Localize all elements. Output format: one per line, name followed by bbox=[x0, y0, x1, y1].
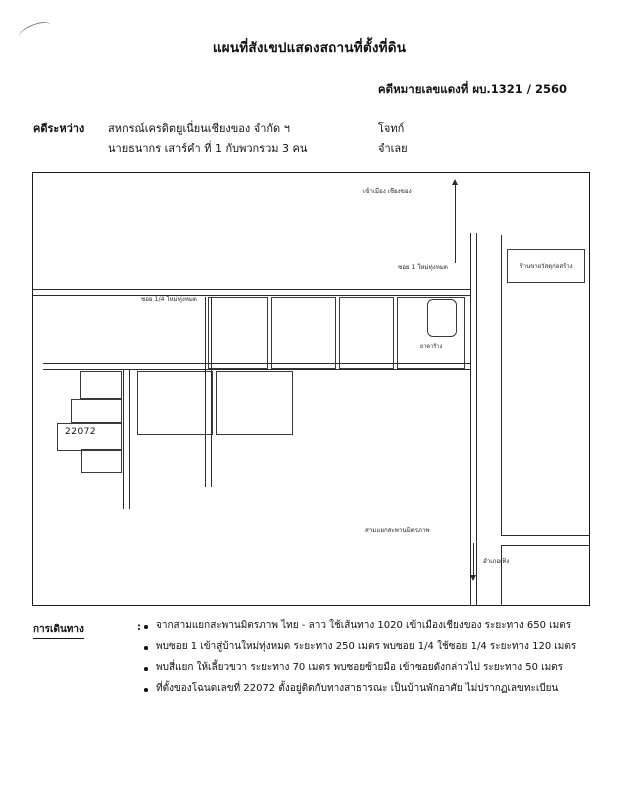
parcel-mid-1 bbox=[137, 371, 213, 435]
parcel-22072-north bbox=[80, 371, 122, 399]
map-label-abandoned-building: ยาคาร้าง bbox=[420, 344, 443, 350]
sketch-map bbox=[32, 172, 590, 606]
road-vertical-east-outer bbox=[589, 235, 590, 535]
list-item: ที่ตั้งของโฉนดเลขที่ 22072 ตั้งอยู่ติดกับทางสาธารณะ เป็นบ้านพักอาศัย ไม่ปรากฏเลขทะเบียน bbox=[143, 683, 593, 696]
case-number: คดีหมายเลขแดงที่ ผบ.1321 / 2560 bbox=[377, 82, 567, 96]
map-label-soi-1: ซอย 1 ใหม่ทุ่งหมด bbox=[398, 264, 448, 271]
parcel-upper-2 bbox=[271, 297, 336, 369]
parcel-upper-1 bbox=[208, 297, 268, 369]
soi-1-road-south-edge bbox=[33, 295, 470, 296]
road-vertical-east-lower bbox=[501, 545, 502, 605]
travel-label: การเดินทาง bbox=[33, 622, 84, 639]
parcel-upper-3 bbox=[339, 297, 394, 369]
road-east-bottom-connector bbox=[501, 535, 590, 536]
map-label-friendship-bridge-junction: สามแยกสะพานมิตรภาพ bbox=[365, 527, 430, 534]
map-canvas bbox=[33, 173, 589, 605]
travel-directions bbox=[33, 620, 593, 704]
parcel-22072-middle bbox=[71, 399, 122, 423]
soi-1-road-north-edge bbox=[33, 289, 470, 290]
plaintiff-role: โจทก์ bbox=[378, 122, 405, 135]
parties-label: คดีระหว่าง bbox=[33, 122, 85, 135]
road-vertical-inner-left bbox=[123, 369, 124, 509]
defendant-name: นายธนากร เสาร์คำ ที่ 1 กับพวกรวม 3 คน bbox=[108, 142, 308, 155]
list-item: พบซอย 1 เข้าสู่บ้านใหม่ทุ่งหมด ระยะทาง 250 เมตร พบซอย 1/4 ใช้ซอย 1/4 ระยะทาง 120 เมตร bbox=[143, 641, 593, 654]
parties-block bbox=[33, 119, 453, 159]
map-label-to-town: เข้าเมือง เชียงของ bbox=[363, 188, 412, 195]
map-label-construction-shop: ร้านขายวัสดุก่อสร้าง bbox=[519, 263, 573, 270]
map-label-soi-1-4: ซอย 1/4 ใหม่ทุ่งหมด bbox=[141, 296, 197, 303]
travel-steps-list bbox=[143, 620, 593, 696]
plaintiff-name: สหกรณ์เครดิตยูเนี่ยนเชียงของ จำกัด ฯ bbox=[108, 122, 290, 135]
map-label-to-thoeng: อำเภอเทิง bbox=[483, 558, 510, 565]
defendant-row bbox=[108, 139, 453, 159]
road-mid-horizontal-south bbox=[43, 369, 470, 370]
parcel-mid-2 bbox=[216, 371, 293, 435]
list-item: พบสี่แยก ให้เลี้ยวขวา ระยะทาง 70 เมตร พบซอยซ้ายมือ เข้าซอยดังกล่าวไป ระยะทาง 50 เมตร bbox=[143, 662, 593, 675]
highway-1020-edge-right bbox=[476, 233, 477, 605]
road-mid-horizontal-north bbox=[43, 363, 470, 364]
road-east-bottom-connector-2 bbox=[501, 545, 590, 546]
road-vertical-east bbox=[501, 235, 502, 535]
highway-1020-edge-left bbox=[470, 233, 471, 605]
plaintiff-row bbox=[108, 119, 453, 139]
page-title: แผนที่สังเขปแสดงสถานที่ตั้งที่ดิน bbox=[212, 40, 407, 56]
defendant-role: จำเลย bbox=[378, 142, 408, 155]
map-label-plot-number: 22072 bbox=[65, 427, 97, 437]
road-vertical-inner-mid-2 bbox=[211, 297, 212, 487]
travel-colon: : bbox=[137, 622, 141, 633]
construction-shop-box bbox=[507, 249, 585, 283]
road-vertical-inner-left-2 bbox=[129, 369, 130, 509]
list-item: จากสามแยกสะพานมิตรภาพ ไทย - ลาว ใช้เส้นทาง 1020 เข้าเมืองเชียงของ ระยะทาง 650 เมตร bbox=[143, 620, 593, 633]
parcel-22072-south bbox=[81, 449, 122, 473]
abandoned-building-box bbox=[427, 299, 457, 337]
road-vertical-inner-mid bbox=[205, 297, 206, 487]
